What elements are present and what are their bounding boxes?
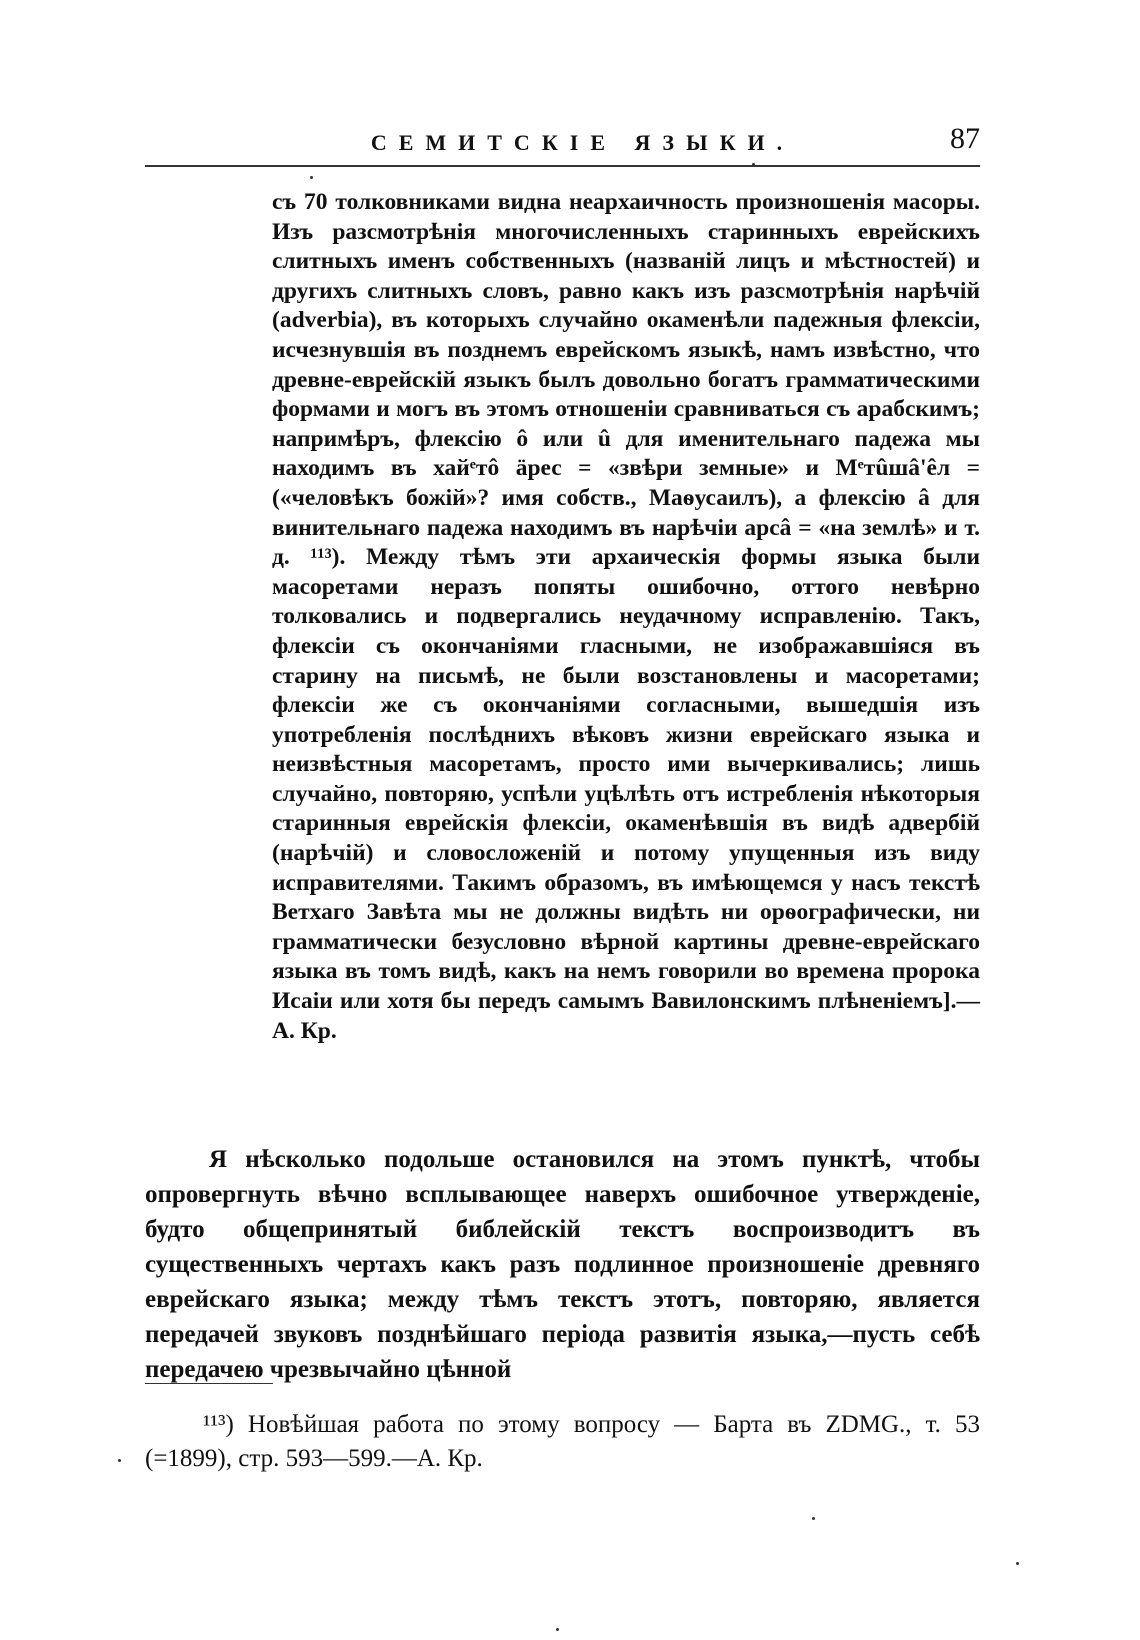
- main-paragraph: Я нѣсколько подольше остановился на этомъ пунктѣ, чтобы опровергнуть вѣчно всплывающее наверхъ ошибочное утвержденіе, будто общепринятый библейскій текстъ воспроизводитъ въ существенныхъ чертахъ какъ разъ подлинное произношеніе древняго еврейскаго языка; между тѣмъ текстъ этотъ, повторяю, является передачей звуковъ позднѣйшаго періода развитія языка,—пусть себѣ передачею чрезвычайно цѣнной: [145, 1146, 980, 1383]
- footnote-paragraph: [145, 1408, 980, 1476]
- speck: [752, 163, 755, 166]
- footnote-marker: ¹¹³): [203, 1411, 234, 1438]
- footnote-rule: [145, 1383, 273, 1384]
- footnote: [145, 1408, 980, 1476]
- page-number: 87: [950, 122, 980, 155]
- speck: [310, 176, 313, 179]
- bracketed-note: [272, 188, 980, 1046]
- header-rule: [145, 165, 980, 167]
- page-header: [145, 122, 980, 162]
- speck: [556, 1628, 559, 1631]
- main-text: [145, 1142, 980, 1387]
- speck: [812, 1517, 815, 1520]
- note-paragraph: съ 70 толковниками видна неархаичность произношенія масоры. Изъ разсмотрѣнія многочисленныхъ старинныхъ еврейскихъ слитныхъ именъ собственныхъ (названій лицъ и мѣстностей) и другихъ слитныхъ словъ, равно какъ изъ разсмотрѣнія нарѣчій (adverbia), въ которыхъ случайно окаменѣли падежныя флексіи, исчезнувшія въ позднемъ еврейскомъ языкѣ, намъ извѣстно, что древне-еврейскій языкъ былъ довольно богатъ грамматическими формами и могъ въ этомъ отношеніи сравниваться съ арабскимъ; напримѣръ, флексію ô или û для именительнаго падежа мы находимъ въ хайᵉтô äрес = «звѣри земные» и Мᵉтûшâ'êл = («человѣкъ божій»? имя собств., Маѳусаилъ), а флексію â для винительнаго падежа находимъ въ нарѣчіи арсâ = «на землѣ» и т. д. ¹¹³). Между тѣмъ эти архаическія формы языка были масоретами неразъ попяты ошибочно, оттого невѣрно толковались и подвергались неудачному исправленію. Такъ, флексіи съ окончаніями гласными, не изображавшіяся въ старину на письмѣ, не были возстановлены и масоретами; флексіи же съ окончаніями согласными, вышедшія изъ употребленія послѣднихъ вѣковъ жизни еврейскаго языка и неизвѣстныя масоретамъ, просто ими вычеркивались; лишь случайно, повторяю, успѣли уцѣлѣть отъ истребленія нѣкоторыя старинныя еврейскія флексіи, окаменѣвшія въ видѣ адвербій (нарѣчій) и словосложеній и потому упущенныя изъ виду исправителями. Такимъ образомъ, въ имѣющемся у насъ текстѣ Ветхаго Завѣта мы не должны видѣть ни орѳографически, ни грамматически безусловно вѣрной картины древне-еврейскаго языка въ томъ видѣ, какъ на немъ говорили во времена пророка Исаіи или хотя бы передъ самымъ Вавилонскимъ плѣненіемъ].—А. Кр.: [272, 189, 980, 1044]
- running-head: СЕМИТСКІЕ ЯЗЫКИ.: [370, 130, 795, 155]
- footnote-text: Новѣйшая работа по этому вопросу — Барта въ ZDMG., т. 53 (=1899), стр. 593—599.—А. Кр.: [145, 1411, 980, 1472]
- speck: [1016, 1562, 1019, 1565]
- speck: [118, 1459, 121, 1462]
